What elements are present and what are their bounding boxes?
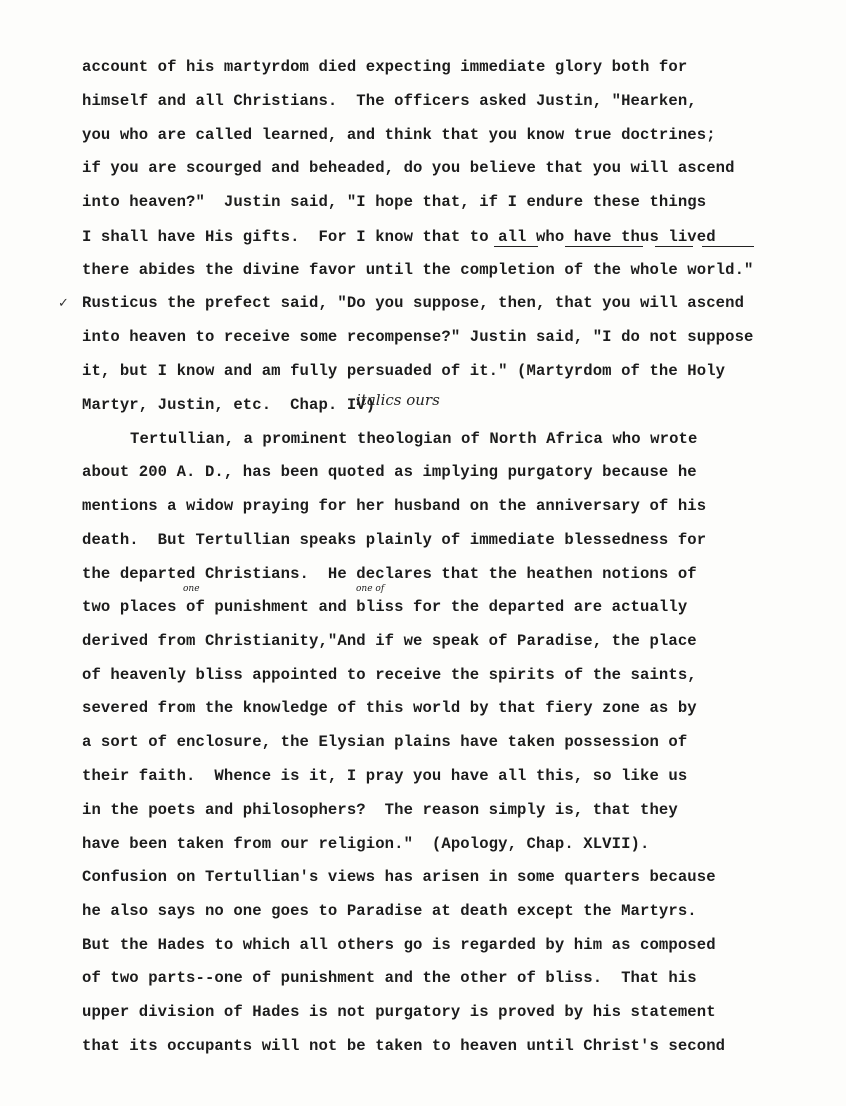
handwritten-underline xyxy=(702,246,754,247)
handwritten-underline xyxy=(655,246,693,247)
text-line: their faith. Whence is it, I pray you have all this, so like us xyxy=(82,767,688,785)
text-line: he also says no one goes to Paradise at death except the Martyrs. xyxy=(82,902,697,920)
margin-check-mark: ✓ xyxy=(58,296,69,311)
text-line: a sort of enclosure, the Elysian plains have taken possession of xyxy=(82,733,688,751)
text-line: upper division of Hades is not purgatory is proved by his statement xyxy=(82,1003,716,1021)
text-line: the departed Christians. He declares that the heathen notions of xyxy=(82,565,697,583)
handwritten-insert-one: one xyxy=(183,584,200,594)
text-line: that its occupants will not be taken to heaven until Christ's second xyxy=(82,1037,726,1055)
text-line: you who are called learned, and think that you know true doctrines; xyxy=(82,126,716,144)
text-line: there abides the divine favor until the completion of the whole world." xyxy=(82,261,754,279)
text-line: But the Hades to which all others go is regarded by him as composed xyxy=(82,936,716,954)
text-line: severed from the knowledge of this world by that fiery zone as by xyxy=(82,699,697,717)
text-line: Rusticus the prefect said, "Do you suppose, then, that you will ascend xyxy=(82,294,745,312)
handwritten-underline xyxy=(494,246,538,247)
handwritten-italics-note: italics ours xyxy=(356,391,440,409)
text-line: account of his martyrdom died expecting immediate glory both for xyxy=(82,58,688,76)
text-line: into heaven?" Justin said, "I hope that, if I endure these things xyxy=(82,193,707,211)
text-line: it, but I know and am fully persuaded of it." (Martyrdom of the Holy xyxy=(82,362,726,380)
text-line: derived from Christianity,"And if we speak of Paradise, the place xyxy=(82,632,697,650)
text-line: Tertullian, a prominent theologian of North Africa who wrote xyxy=(130,430,698,448)
text-line: of heavenly bliss appointed to receive the spirits of the saints, xyxy=(82,666,697,684)
text-line: into heaven to receive some recompense?" Justin said, "I do not suppose xyxy=(82,328,754,346)
text-line: have been taken from our religion." (Apology, Chap. XLVII). xyxy=(82,835,650,853)
text-line: I shall have His gifts. For I know that to all who have thus lived xyxy=(82,228,716,246)
text-line: two places of punishment and bliss for the departed are actually xyxy=(82,598,688,616)
handwritten-insert-one-of: one of xyxy=(356,584,385,594)
text-line: if you are scourged and beheaded, do you believe that you will ascend xyxy=(82,159,735,177)
text-line: mentions a widow praying for her husband on the anniversary of his xyxy=(82,497,707,515)
text-line: in the poets and philosophers? The reason simply is, that they xyxy=(82,801,678,819)
text-line: Martyr, Justin, etc. Chap. IV) xyxy=(82,396,376,414)
handwritten-underline xyxy=(565,246,643,247)
text-line: death. But Tertullian speaks plainly of immediate blessedness for xyxy=(82,531,707,549)
text-line: of two parts--one of punishment and the other of bliss. That his xyxy=(82,969,697,987)
text-line: about 200 A. D., has been quoted as implying purgatory because he xyxy=(82,463,697,481)
text-line: himself and all Christians. The officers asked Justin, "Hearken, xyxy=(82,92,697,110)
text-line: Confusion on Tertullian's views has arisen in some quarters because xyxy=(82,868,716,886)
